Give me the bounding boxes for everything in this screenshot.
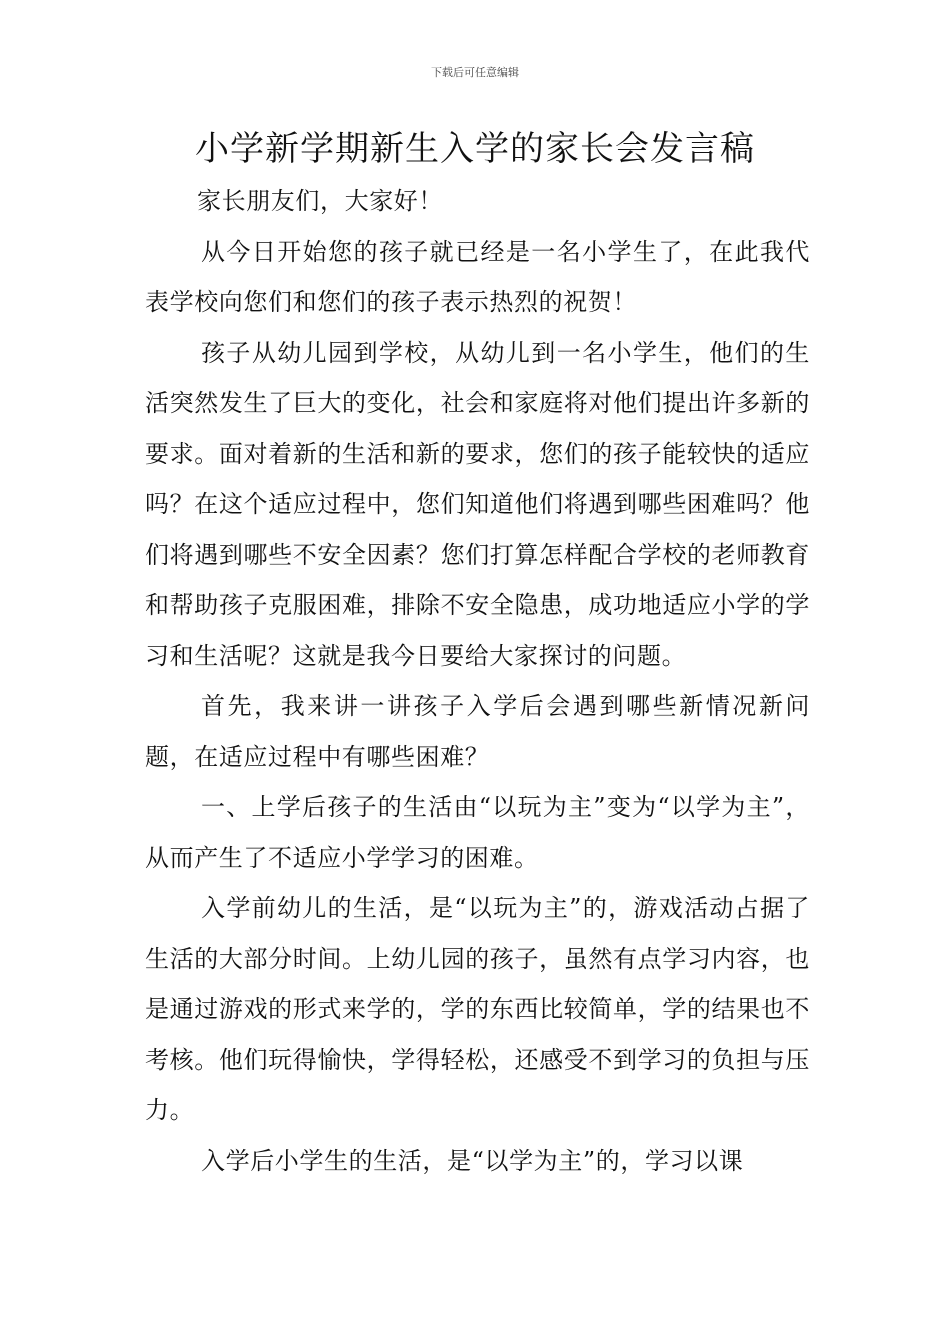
- paragraph-3: 首先，我来讲一讲孩子入学后会遇到哪些新情况新问题，在适应过程中有哪些困难？: [145, 692, 810, 771]
- paragraph-5: 入学前幼儿的生活，是“以玩为主”的，游戏活动占据了生活的大部分时间。上幼儿园的孩子，虽然有点学习内容，也是通过游戏的形式来学的，学的东西比较简单，学的结果也不考核。他们玩得愉快，学得轻松，还感受不到学习的负担与压力。: [145, 894, 810, 1124]
- document-body: [145, 176, 810, 1186]
- paragraph-2: 孩子从幼儿园到学校，从幼儿到一名小学生，他们的生活突然发生了巨大的变化，社会和家庭将对他们提出许多新的要求。面对着新的生活和新的要求，您们的孩子能较快的适应吗？在这个适应过程中，您们知道他们将遇到哪些困难吗？他们将遇到哪些不安全因素？您们打算怎样配合学校的老师教育和帮助孩子克服困难，排除不安全隐患，成功地适应小学的学习和生活呢？这就是我今日要给大家探讨的问题。: [145, 338, 810, 670]
- paragraph-4: 一、上学后孩子的生活由“以玩为主”变为“以学为主”，从而产生了不适应小学学习的困难。: [145, 793, 810, 872]
- document-title: 小学新学期新生入学的家长会发言稿: [195, 129, 755, 169]
- header-note: 下载后可任意编辑: [431, 66, 519, 79]
- greeting: 家长朋友们，大家好！: [197, 187, 443, 215]
- paragraph-1: 从今日开始您的孩子就已经是一名小学生了，在此我代表学校向您们和您们的孩子表示热烈的祝贺！: [145, 237, 810, 316]
- paragraph-6: 入学后小学生的生活，是“以学为主”的，学习以课: [201, 1146, 744, 1175]
